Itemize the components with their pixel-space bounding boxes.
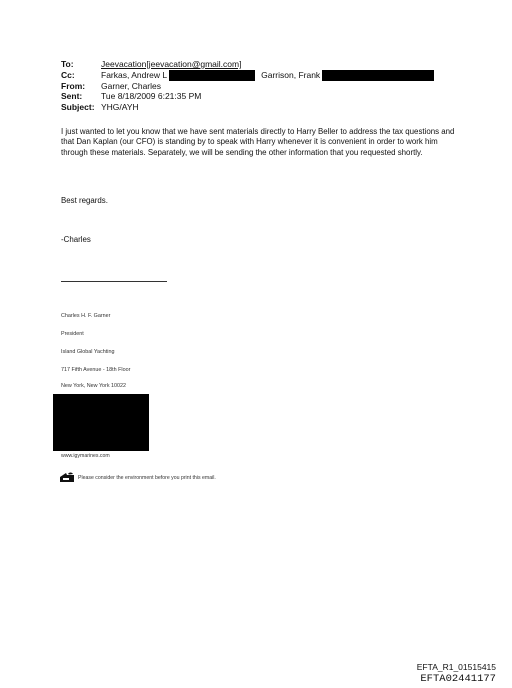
email-header (61, 59, 434, 112)
redaction-block (53, 394, 149, 451)
subject-label: Subject: (61, 101, 95, 112)
to-label: To: (61, 59, 74, 69)
signature-divider (61, 281, 167, 282)
print-environment-icon (59, 472, 75, 483)
cc-row (61, 70, 434, 81)
from-value: Garner, Charles (101, 80, 161, 91)
website-link[interactable]: www.igymarines.com (61, 453, 110, 459)
bates-number-secondary: EFTA02441177 (420, 673, 496, 685)
redaction-block (322, 70, 434, 81)
closing-text: Best regards. (61, 196, 108, 205)
environment-note (59, 472, 216, 483)
email-body-paragraph: I just wanted to let you know that we have sent materials directly to Harry Beller to address the tax questions and that Dan Kaplan (our CFO) is standing by to speak with Harry whenever it is convenient in order to work him through these materials. Separately, we will be sending the other information that you requested shortly. (61, 127, 455, 157)
environment-note-text: Please consider the environment before you print this email. (78, 474, 216, 481)
from-row (61, 81, 434, 92)
signoff-text: -Charles (61, 235, 91, 244)
sent-row (61, 91, 434, 102)
sent-value: Tue 8/18/2009 6:21:35 PM (101, 91, 202, 102)
subject-row (61, 102, 434, 113)
bates-number-primary: EFTA_R1_01515415 (416, 662, 496, 672)
cc-value-second: Garrison, Frank (261, 69, 321, 80)
redaction-block (169, 70, 255, 81)
signature-address-line2: New York, New York 10022 (61, 383, 127, 389)
from-label: From: (61, 80, 86, 91)
to-row (61, 59, 434, 70)
to-value[interactable]: Jeevacation[jeevacation@gmail.com] (101, 59, 242, 69)
sent-label: Sent: (61, 91, 83, 102)
signature-name: Charles H. F. Garner (61, 313, 111, 319)
signature-address-line1: 717 Fifth Avenue - 18th Floor (61, 367, 131, 373)
subject-value: YHG/AYH (101, 101, 139, 112)
cc-value-first: Farkas, Andrew L (101, 69, 168, 80)
signature-title: President (61, 331, 84, 337)
cc-label: Cc: (61, 69, 75, 80)
signature-company: Island Global Yachting (61, 349, 115, 355)
